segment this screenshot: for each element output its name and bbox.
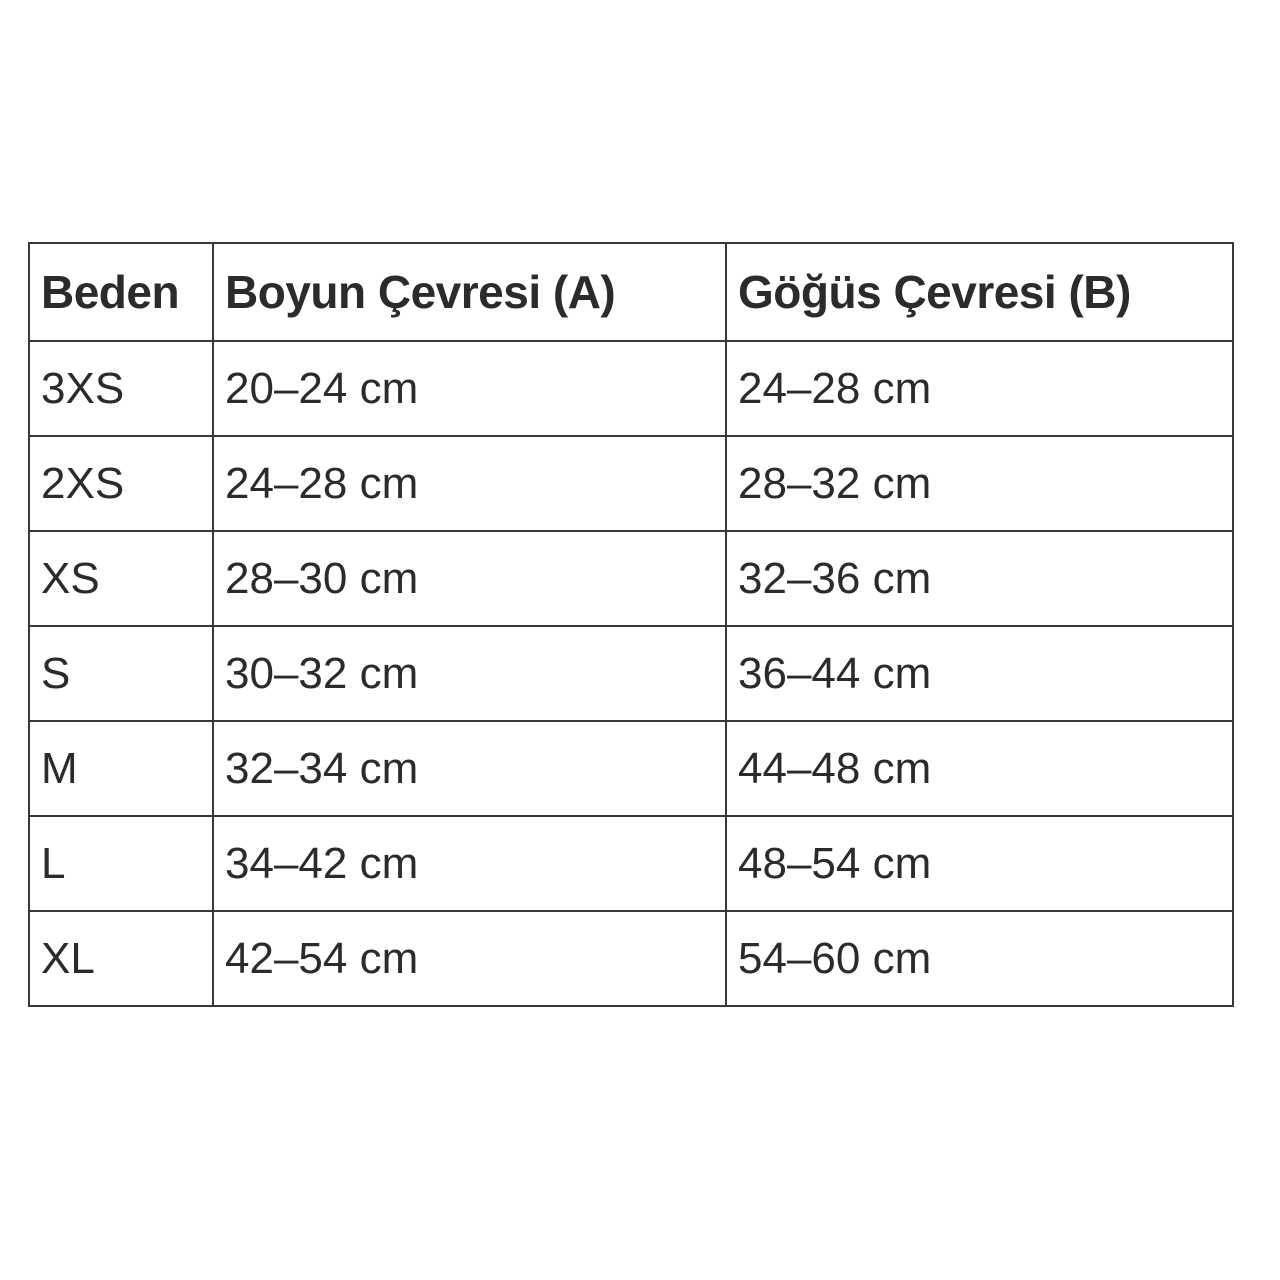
table-row xyxy=(29,911,1233,1006)
neck-cell: 28–30 cm xyxy=(213,531,726,626)
chest-cell: 32–36 cm xyxy=(726,531,1233,626)
chest-cell: 24–28 cm xyxy=(726,341,1233,436)
table-row xyxy=(29,721,1233,816)
neck-cell: 34–42 cm xyxy=(213,816,726,911)
size-cell: XS xyxy=(29,531,213,626)
size-cell: S xyxy=(29,626,213,721)
table-row xyxy=(29,341,1233,436)
chest-cell: 36–44 cm xyxy=(726,626,1233,721)
size-cell: 2XS xyxy=(29,436,213,531)
header-chest-circumference: Göğüs Çevresi (B) xyxy=(726,243,1233,341)
header-neck-circumference: Boyun Çevresi (A) xyxy=(213,243,726,341)
size-cell: L xyxy=(29,816,213,911)
neck-cell: 24–28 cm xyxy=(213,436,726,531)
header-row xyxy=(29,243,1233,341)
table-row xyxy=(29,531,1233,626)
size-cell: XL xyxy=(29,911,213,1006)
neck-cell: 30–32 cm xyxy=(213,626,726,721)
header-size: Beden xyxy=(29,243,213,341)
table-row xyxy=(29,816,1233,911)
neck-cell: 20–24 cm xyxy=(213,341,726,436)
neck-cell: 32–34 cm xyxy=(213,721,726,816)
size-cell: M xyxy=(29,721,213,816)
size-cell: 3XS xyxy=(29,341,213,436)
size-chart-table xyxy=(28,242,1234,1007)
table-row xyxy=(29,626,1233,721)
neck-cell: 42–54 cm xyxy=(213,911,726,1006)
chest-cell: 54–60 cm xyxy=(726,911,1233,1006)
chest-cell: 28–32 cm xyxy=(726,436,1233,531)
table-row xyxy=(29,436,1233,531)
chest-cell: 44–48 cm xyxy=(726,721,1233,816)
chest-cell: 48–54 cm xyxy=(726,816,1233,911)
